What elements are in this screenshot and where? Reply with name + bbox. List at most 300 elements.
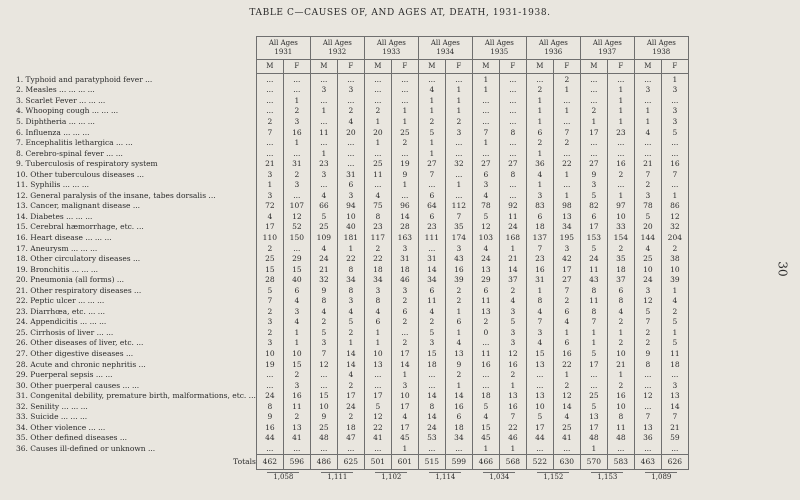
female-column-header: F: [499, 60, 526, 74]
table-cell: 2: [283, 106, 310, 117]
table-cell: 44: [256, 433, 283, 444]
table-cell: 28: [391, 222, 418, 233]
table-cell: 97: [607, 201, 634, 212]
table-cell: 40: [283, 274, 310, 285]
table-row: [12, 348, 688, 359]
table-cell: 75: [364, 201, 391, 212]
cause-label: 34. Other violence ... ...: [16, 422, 106, 432]
table-cell: ...: [283, 85, 310, 96]
table-cell: 2: [391, 317, 418, 328]
cause-label: 28. Acute and chronic nephritis ...: [16, 359, 146, 369]
table-cell: 12: [499, 348, 526, 359]
table-cell: 14: [553, 401, 580, 412]
table-cell: 12: [364, 412, 391, 423]
table-cell: 8: [634, 359, 661, 370]
table-cell: ...: [283, 243, 310, 254]
table-cell: 35: [445, 222, 472, 233]
table-cell: 13: [634, 422, 661, 433]
table-cell: 11: [472, 348, 499, 359]
table-title: TABLE C—CAUSES OF, AND AGES AT, DEATH, 1931-1938.: [249, 8, 551, 18]
table-cell: 16: [661, 158, 688, 169]
table-cell: 7: [580, 317, 607, 328]
cause-label: 25. Cirrhosis of liver ... ...: [16, 327, 114, 337]
table-row: [12, 401, 688, 412]
table-cell: 11: [283, 401, 310, 412]
table-cell: 8: [418, 401, 445, 412]
table-cell: 2: [445, 116, 472, 127]
cause-label: 6. Influenza ... ... ...: [16, 127, 90, 137]
table-cell: 1: [283, 137, 310, 148]
table-cell: 5: [364, 401, 391, 412]
cause-label: 17. Aneurysm ... ... ...: [16, 243, 98, 253]
table-cell: 13: [472, 264, 499, 275]
table-cell: 1: [310, 148, 337, 159]
table-cell: 16: [256, 422, 283, 433]
total-cell: 515: [418, 454, 445, 469]
table-cell: ...: [661, 95, 688, 106]
table-row: [12, 232, 688, 243]
table-cell: 110: [256, 232, 283, 243]
table-cell: ...: [634, 95, 661, 106]
table-cell: 34: [337, 274, 364, 285]
table-cell: 53: [418, 433, 445, 444]
table-row: [12, 243, 688, 254]
table-cell: 8: [364, 211, 391, 222]
grand-total-cell: [256, 469, 310, 484]
table-cell: 4: [418, 85, 445, 96]
table-cell: 25: [256, 253, 283, 264]
table-cell: 0: [472, 327, 499, 338]
year-header: [634, 37, 688, 60]
cause-label: 19. Bronchitis ... ... ...: [16, 264, 99, 274]
table-cell: 153: [580, 232, 607, 243]
year-header-label: All Ages: [322, 39, 352, 47]
table-cell: 2: [283, 412, 310, 423]
table-cell: 98: [553, 201, 580, 212]
table-cell: 16: [607, 390, 634, 401]
table-cell: 1: [607, 106, 634, 117]
table-cell: ...: [310, 95, 337, 106]
table-cell: 32: [445, 158, 472, 169]
table-cell: 3: [310, 169, 337, 180]
table-cell: 31: [337, 169, 364, 180]
cause-label: 22. Peptic ulcer ... ... ...: [16, 296, 105, 306]
year-header: [310, 37, 364, 60]
year-header: [364, 37, 418, 60]
table-cell: 18: [445, 422, 472, 433]
table-cell: ...: [607, 74, 634, 85]
table-cell: 3: [526, 190, 553, 201]
table-cell: 11: [580, 295, 607, 306]
table-cell: 3: [553, 243, 580, 254]
table-cell: ...: [499, 95, 526, 106]
table-cell: 17: [580, 359, 607, 370]
table-cell: 4: [337, 369, 364, 380]
table-cell: 1: [391, 443, 418, 454]
table-cell: 10: [391, 390, 418, 401]
cause-label: 8. Cerebro-spinal fever ... ...: [16, 148, 123, 158]
table-cell: 1: [337, 243, 364, 254]
table-cell: 46: [499, 433, 526, 444]
table-cell: 2: [283, 169, 310, 180]
table-row: [12, 412, 688, 423]
table-cell: 16: [283, 390, 310, 401]
table-cell: 2: [337, 412, 364, 423]
table-cell: 7: [418, 169, 445, 180]
table-cell: 20: [634, 222, 661, 233]
table-cell: 21: [634, 158, 661, 169]
table-row: [12, 106, 688, 117]
female-column-header: F: [661, 60, 688, 74]
table-cell: ...: [283, 443, 310, 454]
table-cell: ...: [499, 74, 526, 85]
table-cell: 48: [310, 433, 337, 444]
table-cell: 52: [283, 222, 310, 233]
male-column-header: M: [310, 60, 337, 74]
year-header-label: All Ages: [484, 39, 514, 47]
table-cell: 2: [661, 306, 688, 317]
male-column-header: M: [526, 60, 553, 74]
table-cell: 112: [445, 201, 472, 212]
table-cell: ...: [553, 95, 580, 106]
table-cell: 6: [526, 211, 553, 222]
table-cell: 2: [634, 179, 661, 190]
table-cell: 1: [634, 116, 661, 127]
table-cell: 4: [526, 169, 553, 180]
table-cell: ...: [418, 369, 445, 380]
table-cell: 4: [607, 306, 634, 317]
table-cell: 2: [607, 169, 634, 180]
table-cell: 3: [499, 338, 526, 349]
table-cell: 1: [499, 380, 526, 391]
table-cell: 2: [634, 327, 661, 338]
table-cell: ...: [283, 190, 310, 201]
table-cell: 6: [472, 285, 499, 296]
table-cell: 1: [607, 116, 634, 127]
table-cell: ...: [256, 380, 283, 391]
table-cell: 24: [580, 253, 607, 264]
table-row: [12, 127, 688, 138]
grand-total-cell: [634, 469, 688, 484]
table-cell: 5: [337, 317, 364, 328]
year-header-year: 1932: [328, 48, 347, 56]
year-header-label: All Ages: [268, 39, 298, 47]
table-cell: ...: [364, 443, 391, 454]
table-cell: 14: [337, 359, 364, 370]
table-cell: 12: [553, 390, 580, 401]
table-cell: 17: [391, 422, 418, 433]
table-cell: 21: [499, 253, 526, 264]
table-cell: 11: [364, 169, 391, 180]
table-cell: ...: [283, 148, 310, 159]
table-cell: 28: [256, 274, 283, 285]
table-cell: 2: [553, 137, 580, 148]
table-cell: 2: [310, 317, 337, 328]
table-cell: 9: [634, 348, 661, 359]
table-cell: 2: [499, 369, 526, 380]
grand-total-cell: [364, 469, 418, 484]
table-cell: 16: [283, 127, 310, 138]
table-cell: 17: [391, 401, 418, 412]
table-cell: 17: [580, 422, 607, 433]
table-cell: 2: [337, 327, 364, 338]
male-column-header: M: [472, 60, 499, 74]
table-cell: 1: [283, 327, 310, 338]
table-cell: ...: [634, 380, 661, 391]
table-cell: ...: [445, 137, 472, 148]
table-cell: 16: [526, 264, 553, 275]
table-cell: 19: [256, 359, 283, 370]
table-cell: 14: [445, 390, 472, 401]
table-row: [12, 201, 688, 212]
table-cell: 1: [580, 443, 607, 454]
table-cell: 16: [499, 401, 526, 412]
table-cell: 3: [337, 85, 364, 96]
table-cell: 4: [418, 306, 445, 317]
table-cell: 1: [445, 327, 472, 338]
cause-label: 18. Other circulatory diseases ...: [16, 254, 141, 264]
table-cell: ...: [391, 190, 418, 201]
table-cell: 13: [364, 359, 391, 370]
table-cell: 17: [580, 127, 607, 138]
female-column-header: F: [283, 60, 310, 74]
table-cell: 23: [526, 253, 553, 264]
table-cell: ...: [580, 85, 607, 96]
table-cell: ...: [499, 190, 526, 201]
table-cell: 5: [526, 412, 553, 423]
table-cell: 14: [418, 412, 445, 423]
table-row: [12, 359, 688, 370]
table-cell: 154: [607, 232, 634, 243]
table-cell: 5: [661, 127, 688, 138]
table-cell: 1: [526, 148, 553, 159]
table-cell: 17: [580, 222, 607, 233]
table-cell: 1: [553, 369, 580, 380]
table-cell: ...: [472, 338, 499, 349]
table-cell: 3: [256, 338, 283, 349]
total-cell: 570: [580, 454, 607, 469]
table-cell: ...: [499, 116, 526, 127]
table-row: [12, 338, 688, 349]
table-cell: ...: [391, 327, 418, 338]
table-cell: 27: [418, 158, 445, 169]
table-cell: 2: [526, 85, 553, 96]
table-cell: ...: [391, 85, 418, 96]
table-cell: 16: [445, 401, 472, 412]
table-cell: 144: [634, 232, 661, 243]
table-cell: 39: [661, 274, 688, 285]
table-cell: 1: [445, 106, 472, 117]
male-column-header: M: [580, 60, 607, 74]
table-cell: 4: [283, 317, 310, 328]
table-cell: 15: [418, 348, 445, 359]
table-cell: ...: [256, 95, 283, 106]
table-cell: 1: [283, 95, 310, 106]
table-cell: 4: [472, 190, 499, 201]
female-column-header: F: [337, 60, 364, 74]
table-cell: 3: [661, 106, 688, 117]
table-cell: 5: [634, 306, 661, 317]
table-cell: 5: [580, 348, 607, 359]
table-cell: 5: [580, 243, 607, 254]
table-cell: 96: [391, 201, 418, 212]
table-cell: 35: [607, 253, 634, 264]
table-cell: 3: [310, 338, 337, 349]
table-cell: ...: [445, 169, 472, 180]
table-cell: 4: [364, 306, 391, 317]
table-cell: 12: [283, 211, 310, 222]
table-cell: 174: [445, 232, 472, 243]
table-cell: 3: [526, 327, 553, 338]
table-cell: 6: [580, 211, 607, 222]
table-cell: 9: [310, 412, 337, 423]
table-cell: ...: [364, 95, 391, 106]
table-cell: 7: [553, 127, 580, 138]
table-cell: 3: [337, 295, 364, 306]
table-cell: 48: [580, 433, 607, 444]
table-cell: 5: [661, 317, 688, 328]
female-column-header: F: [445, 60, 472, 74]
table-cell: 11: [310, 127, 337, 138]
table-cell: 3: [256, 317, 283, 328]
grand-total-value: 1,089: [645, 472, 677, 482]
table-cell: 25: [364, 158, 391, 169]
table-cell: 7: [256, 295, 283, 306]
cause-label: 15. Cerebral hæmorrhage, etc. ...: [16, 222, 144, 232]
table-cell: 3: [256, 169, 283, 180]
table-row: [12, 74, 688, 85]
table-cell: 17: [337, 390, 364, 401]
year-header-year: 1934: [436, 48, 455, 56]
table-cell: 9: [310, 285, 337, 296]
table-cell: 5: [310, 211, 337, 222]
year-header-label: All Ages: [646, 39, 676, 47]
table-cell: 6: [445, 412, 472, 423]
cause-label: 35. Other defined diseases ...: [16, 433, 128, 443]
table-cell: 6: [364, 317, 391, 328]
grand-total-cell: [418, 469, 472, 484]
table-cell: 25: [391, 127, 418, 138]
table-cell: 5: [634, 211, 661, 222]
table-cell: ...: [364, 369, 391, 380]
table-cell: 6: [553, 306, 580, 317]
table-cell: 1: [634, 106, 661, 117]
table-cell: 4: [283, 295, 310, 306]
table-cell: 25: [310, 222, 337, 233]
cause-label: 13. Cancer, malignant disease ...: [16, 201, 141, 211]
table-cell: 23: [310, 158, 337, 169]
female-column-header: F: [553, 60, 580, 74]
table-cell: 2: [526, 137, 553, 148]
table-cell: 1: [607, 95, 634, 106]
table-cell: ...: [499, 148, 526, 159]
table-cell: 7: [256, 127, 283, 138]
year-header-year: 1933: [382, 48, 401, 56]
cause-label: 32. Senility ... ... ...: [16, 401, 88, 411]
table-cell: 3: [391, 380, 418, 391]
table-cell: 34: [364, 274, 391, 285]
table-cell: 14: [661, 401, 688, 412]
table-cell: 1: [661, 190, 688, 201]
cause-label: 5. Diphtheria ... ... ...: [16, 116, 95, 126]
table-cell: 2: [256, 306, 283, 317]
table-cell: 1: [661, 327, 688, 338]
table-cell: 31: [391, 253, 418, 264]
table-cell: ...: [418, 243, 445, 254]
male-column-header: M: [418, 60, 445, 74]
table-cell: 8: [337, 285, 364, 296]
table-cell: ...: [310, 443, 337, 454]
table-cell: 2: [283, 369, 310, 380]
total-cell: 462: [256, 454, 283, 469]
table-cell: 1: [661, 74, 688, 85]
table-cell: 12: [310, 359, 337, 370]
table-cell: 12: [472, 222, 499, 233]
table-cell: 8: [607, 295, 634, 306]
table-cell: 34: [445, 433, 472, 444]
grand-total-value: 1,152: [537, 472, 569, 482]
table-cell: 31: [418, 253, 445, 264]
table-cell: 22: [553, 359, 580, 370]
table-cell: 1: [472, 74, 499, 85]
table-cell: 92: [499, 201, 526, 212]
table-cell: ...: [472, 116, 499, 127]
table-cell: 20: [364, 127, 391, 138]
table-cell: 1: [526, 106, 553, 117]
table-cell: 22: [364, 253, 391, 264]
table-cell: ...: [661, 369, 688, 380]
table-cell: 16: [499, 359, 526, 370]
table-cell: 1: [553, 169, 580, 180]
table-cell: 66: [310, 201, 337, 212]
grand-total-value: 1,102: [375, 472, 407, 482]
table-cell: ...: [634, 443, 661, 454]
table-cell: 22: [337, 253, 364, 264]
table-cell: 8: [256, 401, 283, 412]
table-cell: 34: [418, 274, 445, 285]
table-cell: 27: [499, 158, 526, 169]
table-cell: 1: [337, 338, 364, 349]
table-row: [12, 274, 688, 285]
table-cell: ...: [580, 137, 607, 148]
table-cell: 13: [661, 390, 688, 401]
year-header: [472, 37, 526, 60]
table-cell: ...: [580, 380, 607, 391]
table-cell: 1: [526, 285, 553, 296]
grand-total-cell: [580, 469, 634, 484]
year-header-label: All Ages: [538, 39, 568, 47]
table-row: [12, 179, 688, 190]
table-cell: 8: [499, 169, 526, 180]
table-cell: 7: [445, 211, 472, 222]
total-cell: 599: [445, 454, 472, 469]
table-cell: ...: [472, 369, 499, 380]
cause-label: 9. Tuberculosis of respiratory system: [16, 159, 158, 169]
table-cell: 3: [580, 179, 607, 190]
table-cell: 4: [526, 338, 553, 349]
table-cell: 2: [445, 285, 472, 296]
total-cell: 501: [364, 454, 391, 469]
table-cell: 45: [391, 433, 418, 444]
table-cell: ...: [553, 179, 580, 190]
table-cell: 1: [472, 85, 499, 96]
table-cell: 107: [283, 201, 310, 212]
table-cell: 6: [445, 317, 472, 328]
table-cell: 111: [418, 232, 445, 243]
table-cell: 3: [472, 179, 499, 190]
total-cell: 630: [553, 454, 580, 469]
total-cell: 568: [499, 454, 526, 469]
